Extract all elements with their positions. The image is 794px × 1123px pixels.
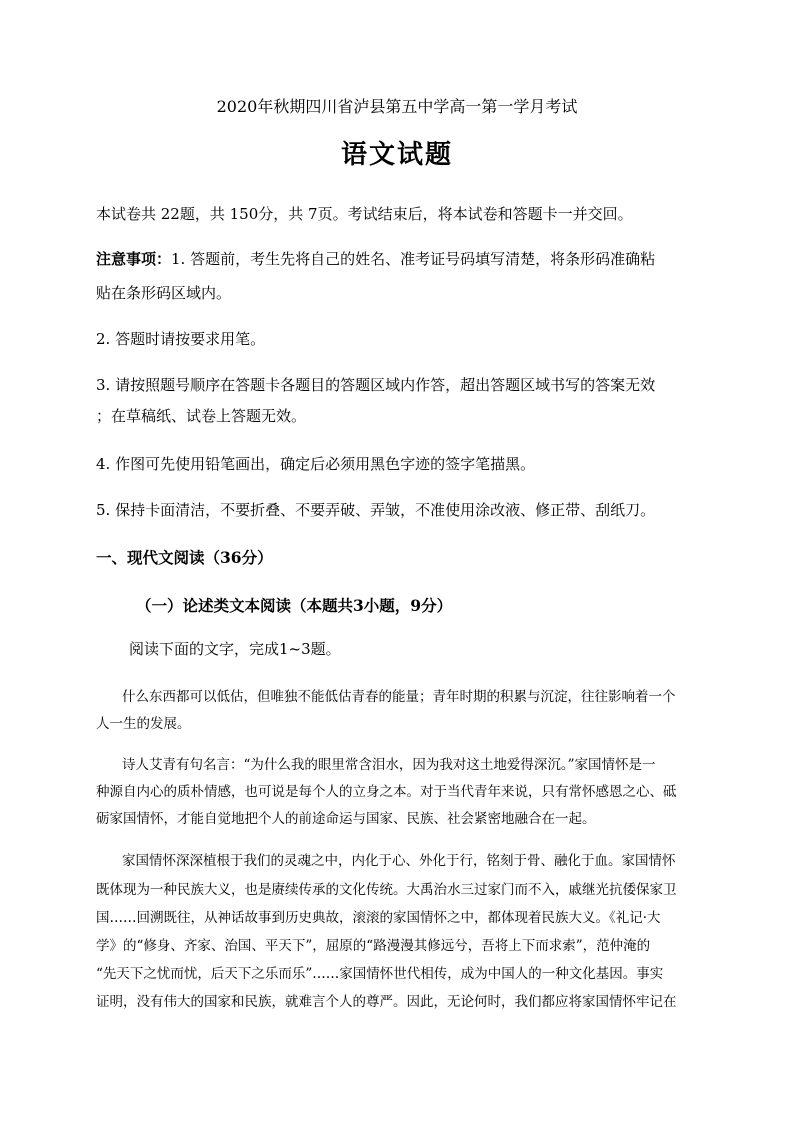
- exam-intro: 本试卷共 22题，共 150分，共 7页。考试结束后，将本试卷和答题卡一并交回。: [96, 205, 633, 223]
- passage-line: 家国情怀深深植根于我们的灵魂之中，内化于心、外化于行，铭刻于骨、融化于血。家国情怀: [122, 853, 676, 869]
- notes-item4: 4. 作图可先使用铅笔画出，确定后必须用黑色字迹的签字笔描黑。: [96, 455, 536, 473]
- passage-line: 国……回溯既往，从神话故事到历史典故，滚滚的家国情怀之中，都体现着民族大义。《礼记·大: [96, 910, 661, 926]
- passage-line: 证明，没有伟大的国家和民族，就难言个人的尊严。因此，无论何时，我们都应将家国情怀牢记在: [96, 994, 677, 1010]
- exam-title: 语文试题: [340, 140, 453, 170]
- section-heading: 一、现代文阅读（36分）: [96, 548, 273, 567]
- section-instruction: 阅读下面的文字，完成1~3题。: [129, 640, 341, 658]
- notes-item2: 2. 答题时请按要求用笔。: [96, 330, 266, 348]
- passage-line: 什么东西都可以低估，但唯独不能低估青春的能量；青年时期的积累与沉淀，往往影响着一个: [122, 689, 676, 705]
- notes-item5: 5. 保持卡面清洁，不要折叠、不要弄破、弄皱，不准使用涂改液、修正带、刮纸刀。: [96, 501, 656, 519]
- notes-item1-line1: [96, 248, 655, 269]
- exam-subtitle: 2020年秋期四川省泸县第五中学高一第一学月考试: [216, 97, 578, 116]
- passage-line: 人一生的发展。: [96, 716, 191, 732]
- notes-item1-line2: 贴在条形码区域内。: [96, 284, 232, 302]
- passage-line: 诗人艾青有句名言：“为什么我的眼里常含泪水，因为我对这土地爱得深沉。”家国情怀是一: [122, 757, 656, 773]
- notes-label: 注意事项：: [96, 250, 172, 268]
- passage-line: 种源自内心的质朴情感，也可说是每个人的立身之本。对于当代青年来说，只有常怀感恩之心、砥: [96, 784, 677, 800]
- passage-line: 学》的“修身、齐家、治国、平天下”，屈原的“路漫漫其修远兮，吾将上下而求索”，范仲淹的: [96, 938, 651, 954]
- passage-line: 既体现为一种民族大义，也是赓续传承的文化传统。大禹治水三过家门而不入，戚继光抗倭保家卫: [96, 882, 677, 898]
- notes-item3-line2: ；在草稿纸、试卷上答题无效。: [96, 407, 307, 425]
- notes-item1-text: 1. 答题前，考生先将自己的姓名、准考证号码填写清楚，将条形码准确粘: [171, 250, 656, 268]
- passage-line: 砺家国情怀，才能自觉地把个人的前途命运与国家、民族、社会紧密地融合在一起。: [96, 811, 596, 827]
- passage-line: “先天下之忧而忧，后天下之乐而乐”……家国情怀世代相传，成为中国人的一种文化基因。事实: [96, 966, 664, 982]
- section-subheading: （一）论述类文本阅读（本题共3小题，9分）: [136, 596, 453, 615]
- notes-item3-line1: 3. 请按照题号顺序在答题卡各题目的答题区域内作答，超出答题区域书写的答案无效: [96, 376, 656, 394]
